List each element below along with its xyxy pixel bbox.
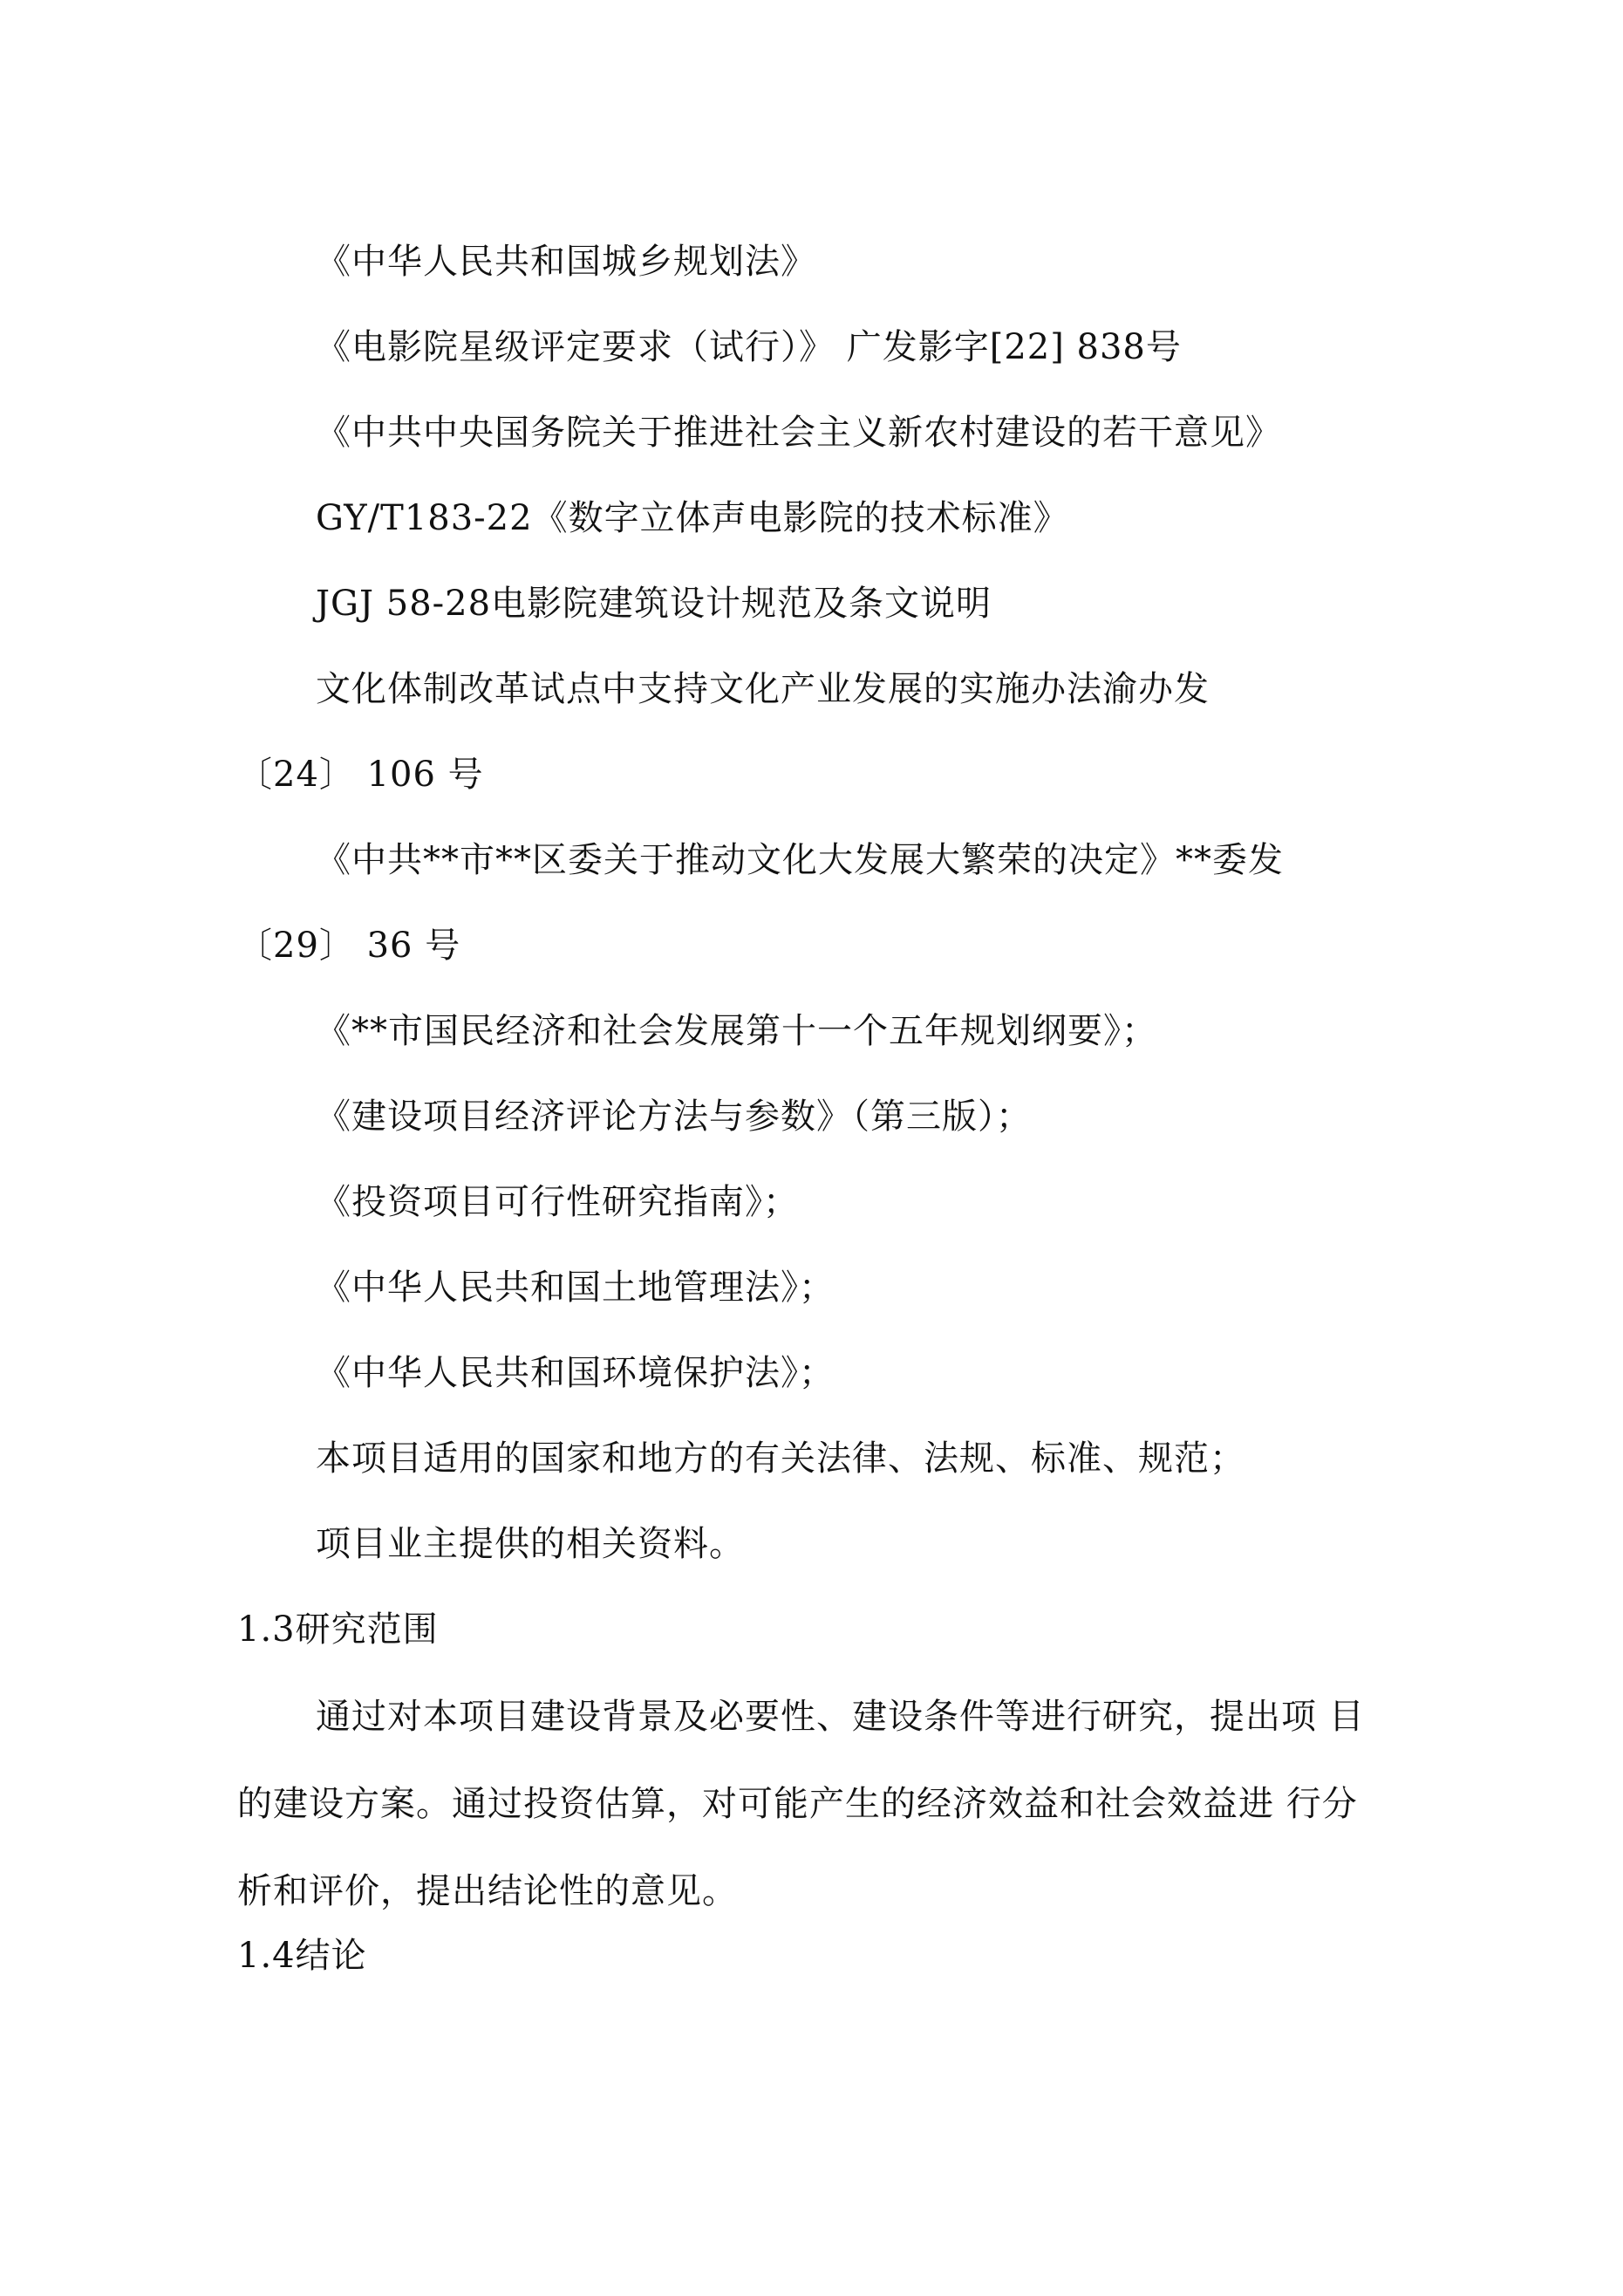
reference-item: 《中华人民共和国环境保护法》； — [316, 1353, 835, 1393]
reference-item: 《建设项目经济评论方法与参数》（第三版）； — [316, 1097, 1032, 1137]
section-1-3-paragraph-line: 析和评价，提出结论性的意见。 — [237, 1871, 738, 1911]
section-heading-1-3: 1.3研究范围 — [237, 1609, 439, 1650]
reference-item: 本项目适用的国家和地方的有关法律、法规、标准、规范； — [316, 1438, 1245, 1479]
section-1-3-paragraph-line: 的建设方案。通过投资估算，对可能产生的经济效益和社会效益进 行分 — [237, 1784, 1358, 1824]
reference-item: 《**市国民经济和社会发展第十一个五年规划纲要》； — [316, 1011, 1157, 1051]
reference-item: 《中共中央国务院关于推进社会主义新农村建设的若干意见》 — [316, 413, 1281, 453]
section-1-3-paragraph-line: 通过对本项目建设背景及必要性、建设条件等进行研究，提出项 目 — [316, 1697, 1365, 1737]
reference-item: 《中共**市**区委关于推动文化大发展大繁荣的决定》**委发 — [316, 840, 1284, 880]
reference-item: 《中华人民共和国土地管理法》； — [316, 1268, 835, 1308]
reference-item: GY/T183-22《数字立体声电影院的技术标准》 — [316, 498, 1069, 538]
reference-item: 《投资项目可行性研究指南》； — [316, 1182, 799, 1222]
reference-item: 项目业主提供的相关资料。 — [316, 1524, 745, 1564]
reference-item: 文化体制改革试点中支持文化产业发展的实施办法渝办发 — [316, 669, 1210, 709]
reference-item: 《电影院星级评定要求（试行）》 广发影字[22] 838号 — [316, 327, 1182, 367]
reference-item: JGJ 58-28电影院建筑设计规范及条文说明 — [316, 584, 992, 624]
section-heading-1-4: 1.4结论 — [237, 1936, 367, 1976]
reference-item-continuation: 〔24〕 106 号 — [237, 755, 484, 795]
reference-item-continuation: 〔29〕 36 号 — [237, 926, 461, 966]
reference-item: 《中华人民共和国城乡规划法》 — [316, 242, 816, 282]
